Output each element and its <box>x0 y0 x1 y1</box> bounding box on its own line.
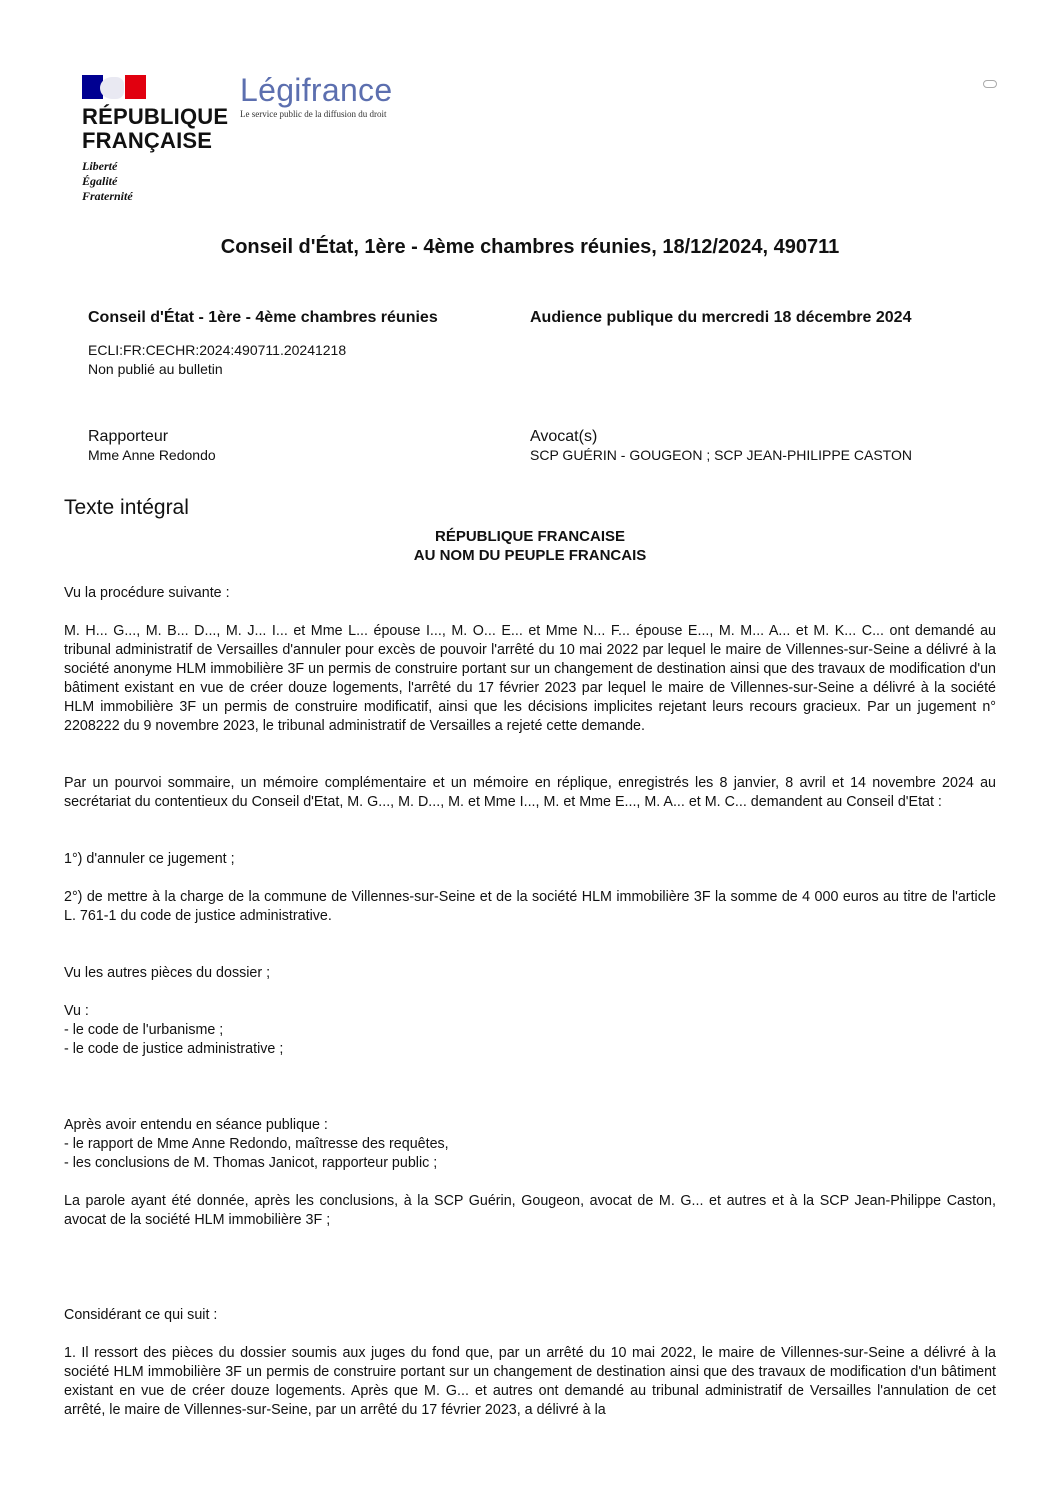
section-title: Texte intégral <box>64 496 189 519</box>
paragraph-conclusion-2: 2°) de mettre à la charge de la commune de Villennes-sur-Seine et de la société HLM immobilière 3F la somme de 4 000 euros au titre de l'article L. 761-1 du code de justice administrative. <box>64 889 996 924</box>
avocats-names: SCP GUÉRIN - GOUGEON ; SCP JEAN-PHILIPPE CASTON <box>530 447 912 463</box>
rapporteur-name: Mme Anne Redondo <box>88 447 216 463</box>
rapporteur-label: Rapporteur <box>88 428 169 445</box>
paragraph-seance <box>64 1116 996 1173</box>
paragraph-vu <box>64 1002 996 1059</box>
seance-line-2: - le rapport de Mme Anne Redondo, maîtresse des requêtes, <box>64 1136 449 1152</box>
decision-heading-line-1: RÉPUBLIQUE FRANCAISE <box>434 528 625 545</box>
seance-line-3: - les conclusions de M. Thomas Janicot, rapporteur public ; <box>64 1155 438 1171</box>
motto-liberte: Liberté <box>82 159 118 173</box>
republique-line-1: RÉPUBLIQUE <box>82 104 229 129</box>
motto-fraternite: Fraternité <box>82 189 133 203</box>
paragraph-considerant: Considérant ce qui suit : <box>64 1307 218 1323</box>
republique-francaise-logo <box>82 75 232 204</box>
paragraph-pourvoi: Par un pourvoi sommaire, un mémoire complémentaire et un mémoire en réplique, enregistrés les 8 janvier, 8 avril et 14 novembre 2024 au secrétariat du contentieux du Conseil d'Etat, M. G..., M. D..., M. et Mme I..., M. et Mme E..., M. A... et M. C... demandent au Conseil d'Etat : <box>64 775 996 810</box>
paragraph-pieces: Vu les autres pièces du dossier ; <box>64 965 271 981</box>
vu-line-1: Vu : <box>64 1003 89 1019</box>
ecli: ECLI:FR:CECHR:2024:490711.20241218 <box>88 342 347 358</box>
paragraph-procedure: Vu la procédure suivante : <box>64 585 230 601</box>
seance-line-1: Après avoir entendu en séance publique : <box>64 1117 328 1133</box>
page-title: Conseil d'État, 1ère - 4ème chambres réunies, 18/12/2024, 490711 <box>220 236 840 258</box>
decision-heading-line-2: AU NOM DU PEUPLE FRANCAIS <box>413 547 647 564</box>
vu-line-2: - le code de l'urbanisme ; <box>64 1022 224 1038</box>
motto <box>82 159 232 204</box>
jurisdiction: Conseil d'État - 1ère - 4ème chambres réunies <box>88 309 438 326</box>
motto-egalite: Égalité <box>82 174 118 188</box>
paragraph-conclusion-1: 1°) d'annuler ce jugement ; <box>64 851 235 867</box>
legifrance-logo[interactable] <box>240 72 392 119</box>
publication-status: Non publié au bulletin <box>88 361 223 377</box>
paragraph-point-1: 1. Il ressort des pièces du dossier soumis aux juges du fond que, par un arrêté du 10 mai 2022, le maire de Villennes-sur-Seine a délivré à la société HLM immobilière 3F un permis de construire portant sur un changement de destination ainsi que des travaux de modification d'un bâtiment existant en vue de créer douze logements. Après que M. G... et autres ont demandé au tribunal administratif de Versailles l'annulation de cet arrêté, le maire de Villennes-sur-Seine, par un arrêté du 17 février 2023, a délivré à la <box>64 1345 996 1418</box>
legifrance-tagline: Le service public de la diffusion du droit <box>240 109 387 119</box>
decision-heading <box>0 527 1060 565</box>
paragraph-demande: M. H... G..., M. B... D..., M. J... I... et Mme L... épouse I..., M. O... E... et Mme N... F... épouse E..., M. M... A... et M. K... C... ont demandé au tribunal administratif de Versailles d'annuler pour excès de pouvoir l'arrêté du 10 mai 2022 par lequel le maire de Villennes-sur-Seine a délivré à la société anonyme HLM immobilière 3F un permis de construire portant sur un changement de destination ainsi que des travaux de modification d'un bâtiment existant en vue de créer douze logements, l'arrêté du 17 février 2023 par lequel le maire de Villennes-sur-Seine a délivré à la société HLM immobilière 3F un permis de construire modificatif, ainsi que les décisions implicites rejetant leurs recours gracieux. Par un jugement n° 2208222 du 9 novembre 2023, le tribunal administratif de Versailles a rejeté cette demande. <box>64 623 996 734</box>
avocats-label: Avocat(s) <box>530 428 598 445</box>
republique-line-2: FRANÇAISE <box>82 128 213 153</box>
hearing-date: Audience publique du mercredi 18 décembre 2024 <box>530 309 912 326</box>
marianne-flag-icon <box>82 75 146 99</box>
pill-icon <box>983 80 997 88</box>
legifrance-title: Légifrance <box>240 72 393 108</box>
vu-line-3: - le code de justice administrative ; <box>64 1041 284 1057</box>
paragraph-parole: La parole ayant été donnée, après les conclusions, à la SCP Guérin, Gougeon, avocat de M. G... et autres et à la SCP Jean-Philippe Caston, avocat de la société HLM immobilière 3F ; <box>64 1193 996 1228</box>
